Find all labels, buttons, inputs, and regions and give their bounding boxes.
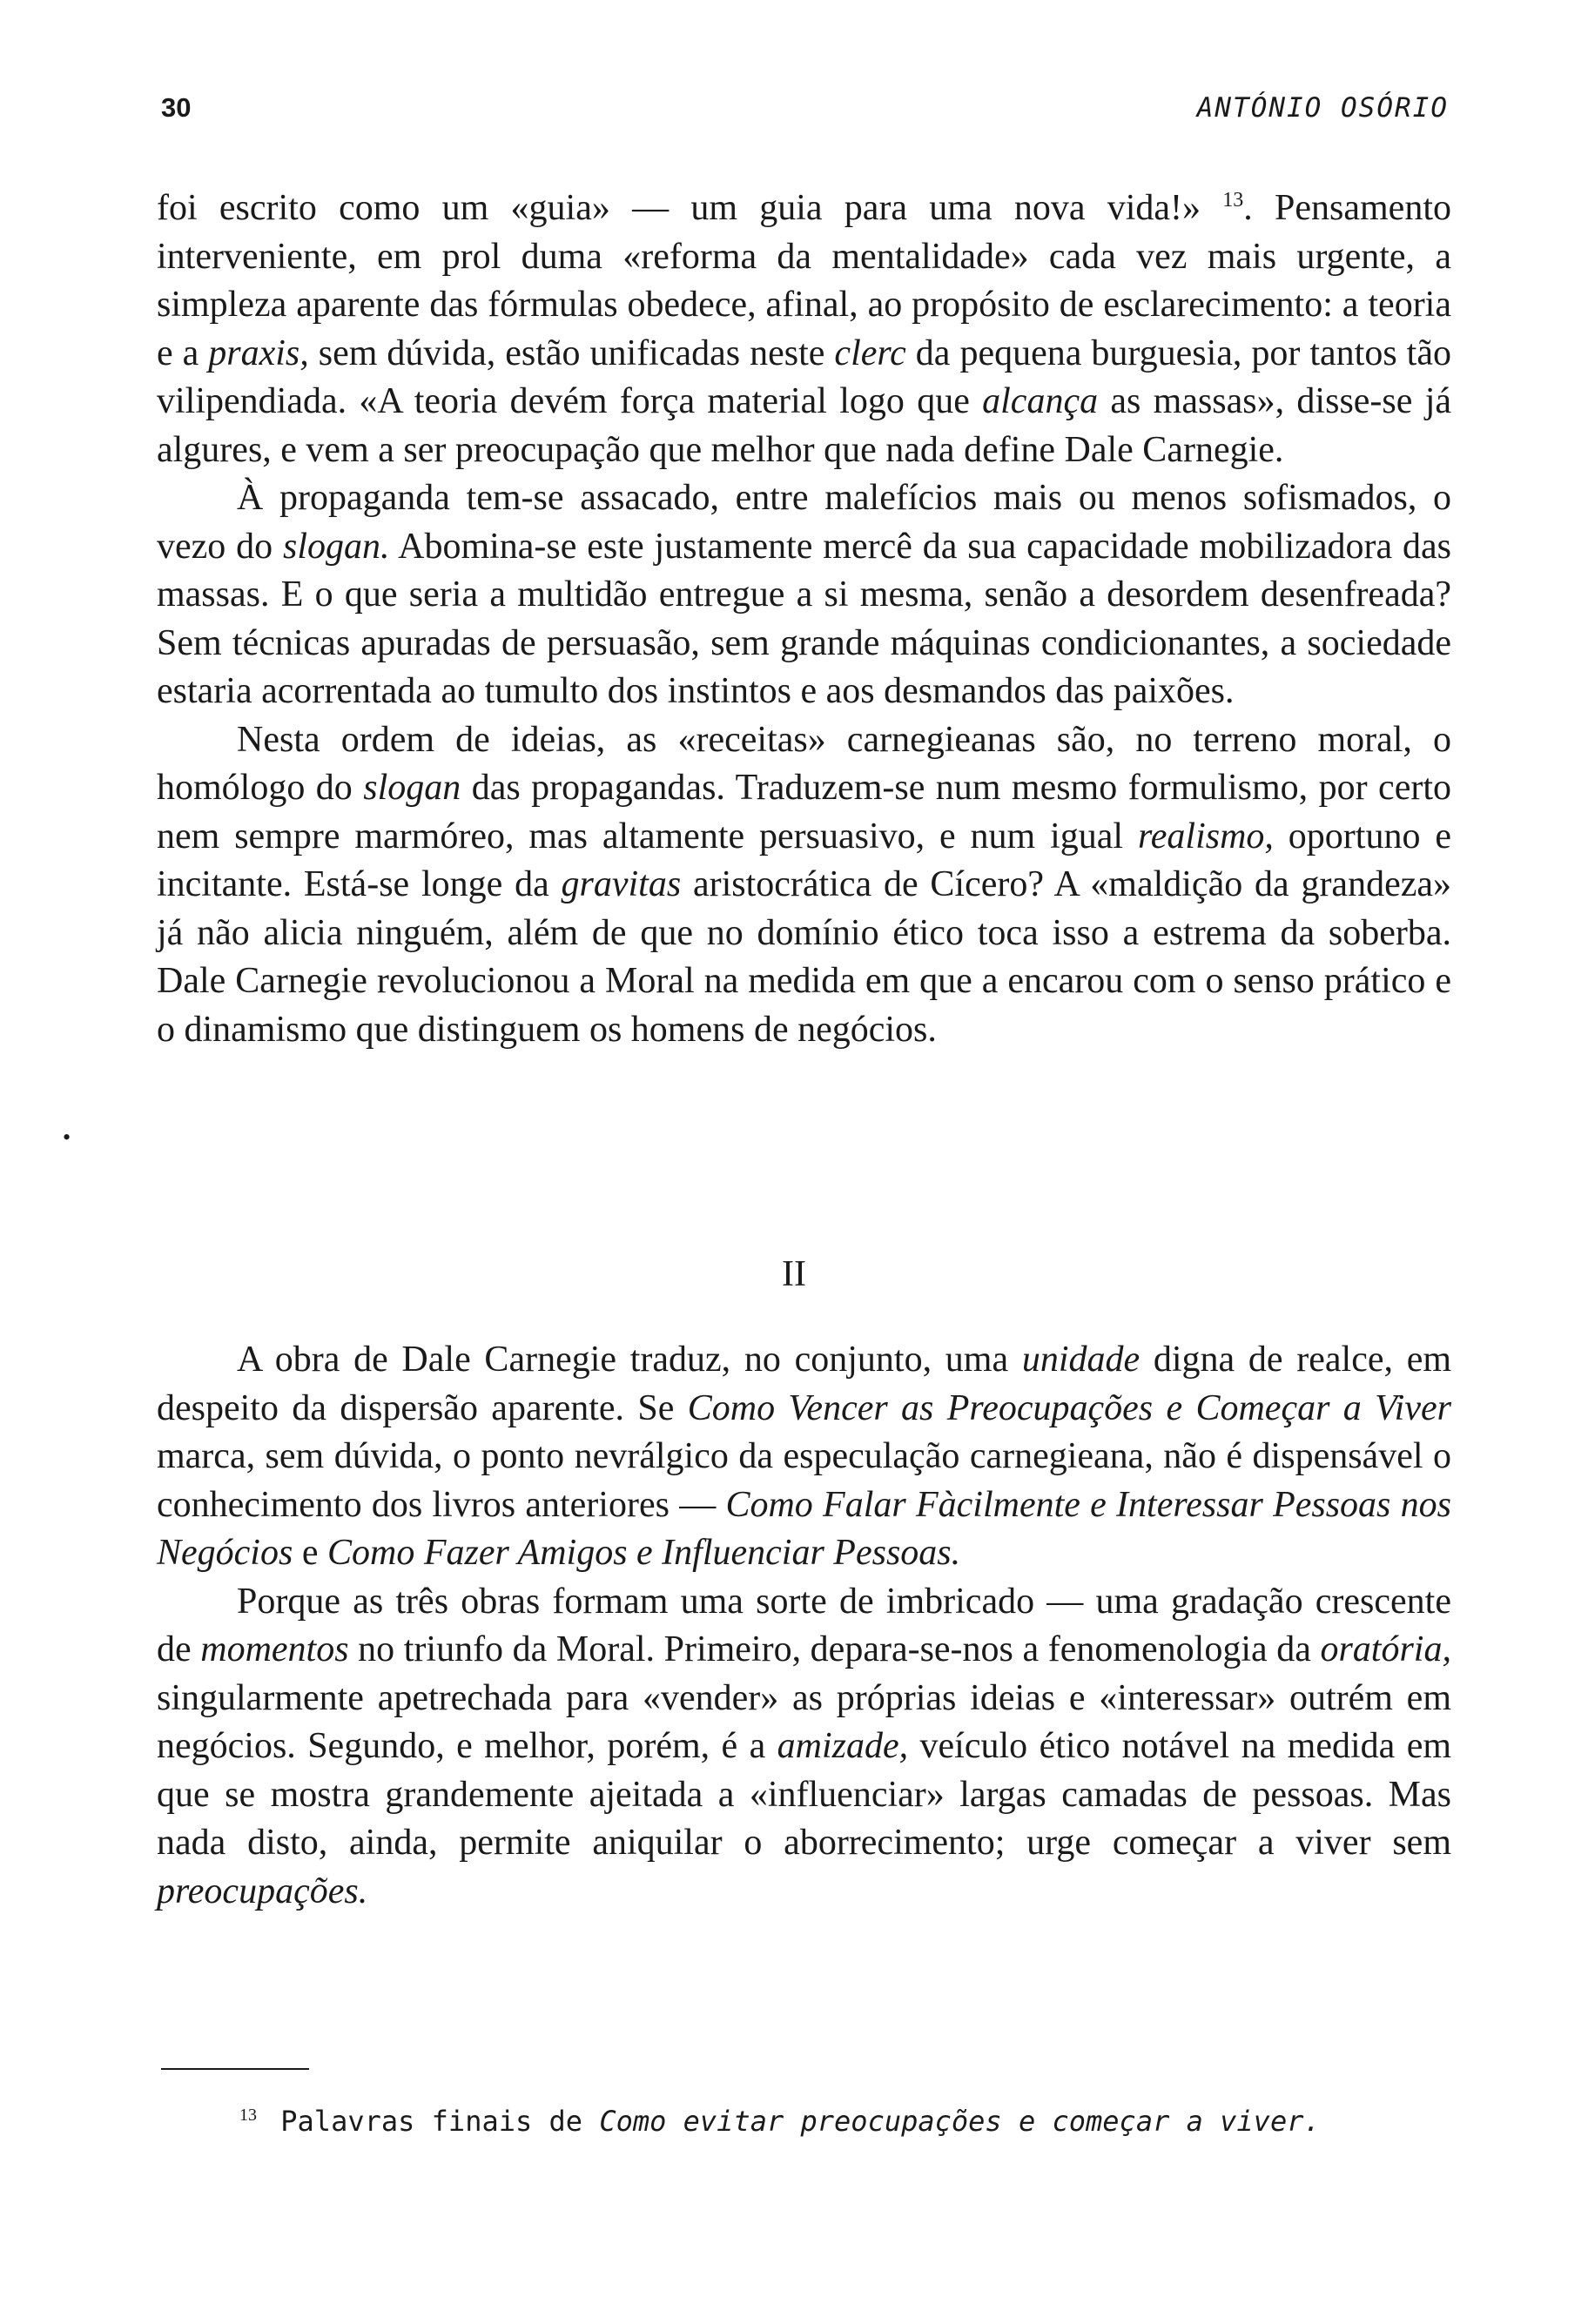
italic-text: Como Vencer as Preocupações e Começar a Viver — [687, 1387, 1451, 1428]
footnote — [239, 2105, 1321, 2138]
italic-text: alcança — [982, 381, 1099, 421]
italic-text: unidade — [1021, 1340, 1141, 1380]
text-run: as massas», disse-se já algures, e vem a ser preocupação que melhor que nada define Dale Carnegie. — [157, 381, 1452, 470]
text-run: digna de realce, em despeito da dispersão aparente. Se — [157, 1340, 1452, 1428]
italic-text: momentos — [200, 1629, 349, 1669]
text-run: Abomina-se este justamente mercê da sua capacidade mobilizadora das massas. E o que seria a multidão entregue a si mesma, senão a desordem desenfreada? Sem técnicas apuradas de persuasão, sem grande máquinas condicionantes, a sociedade estaria acorrentada ao tumulto dos instintos e aos desmandos das paixões. — [157, 526, 1451, 711]
italic-text: slogan — [363, 768, 461, 808]
footnote-number: 13 — [239, 2106, 257, 2126]
italic-text: clerc — [834, 332, 906, 373]
text-run: aristocrática de Cícero? A «maldição da grandeza» já não alicia ninguém, além de que no domínio ético toca isso a estrema da soberba. Dale Carnegie revolucionou a Moral na medida em que a encarou com o senso prático e o dinamismo que distinguem os homens de negócios. — [157, 864, 1451, 1050]
italic-text: Como evitar preocupações e começar a viver. — [599, 2105, 1321, 2138]
text-run: singularmente apetrechada para «vender» as próprias ideias e «interessar» outrém em negócios. Segundo, e melhor, porém, é a — [157, 1677, 1451, 1766]
running-header — [161, 87, 1449, 131]
text-run: A obra de Dale Carnegie traduz, no conjunto, uma — [237, 1340, 1022, 1380]
running-title: ANTÓNIO OSÓRIO — [1196, 92, 1449, 124]
paragraph — [157, 474, 1451, 716]
section-heading: II — [782, 1254, 806, 1294]
body-part-1 — [157, 185, 1451, 1054]
text-run: da pequena burguesia, por tantos tão vilipendiada. «A teoria devém força material logo que — [157, 332, 1451, 421]
text-run: À propaganda tem-se assacado, entre malefícios mais ou menos sofismados, o vezo do — [157, 478, 1451, 567]
text-run: oportuno e incitante. Está-se longe da — [157, 816, 1451, 904]
paragraph — [157, 1578, 1451, 1917]
text-run: Nesta ordem de ideias, as «receitas» carnegieanas são, no terreno moral, o homólogo do — [157, 719, 1451, 808]
footnote-reference: 13 — [1222, 189, 1244, 212]
text-run: veículo ético notável na medida em que se mostra grandemente ajeitada a «influenciar» largas camadas de pessoas. Mas nada disto, ainda, permite aniquilar o aborrecimento; urge começar a viver sem — [157, 1726, 1452, 1863]
italic-text: Como Falar Fàcilmente e Interessar Pessoas nos Negócios — [157, 1484, 1451, 1573]
text-run: Porque as três obras formam uma sorte de imbricado — uma gradação crescente de — [157, 1581, 1451, 1669]
text-run: Palavras finais de — [280, 2105, 600, 2138]
italic-text: realismo, — [1137, 816, 1274, 856]
paragraph — [157, 716, 1451, 1055]
text-run: sem dúvida, estão unificadas neste — [308, 332, 835, 373]
text-run: no triunfo da Moral. Primeiro, depara-se-nos a fenomenologia da — [348, 1629, 1321, 1669]
paragraph — [157, 1336, 1451, 1578]
italic-text: amizade, — [777, 1726, 909, 1766]
italic-text: oratória, — [1320, 1629, 1451, 1669]
footnote-text — [280, 2105, 1320, 2138]
margin-dot: • — [63, 1125, 71, 1150]
paragraph — [157, 185, 1451, 474]
footnote-rule — [161, 2068, 309, 2070]
text-run: marca, sem dúvida, o ponto nevrálgico da especulação carnegieana, não é dispensável o conhecimento dos livros anteriores — — [157, 1436, 1451, 1525]
text-run: e — [293, 1533, 327, 1573]
italic-text: preocupações. — [157, 1871, 368, 1911]
body-part-2 — [157, 1336, 1451, 1916]
text-run: foi escrito como um «guia» — um guia para uma nova vida!» — [157, 188, 1223, 228]
italic-text: Como Fazer Amigos e Influenciar Pessoas. — [326, 1533, 961, 1573]
italic-text: praxis, — [208, 332, 309, 373]
text-run: . Pensamento interveniente, em prol duma «reforma da mentalidade» cada vez mais urgente, a simpleza aparente das fórmulas obedece, afinal, ao propósito de esclarecimento: a teoria e a — [157, 188, 1451, 373]
text-run: das propagandas. Traduzem-se num mesmo formulismo, por certo nem sempre marmóreo, mas altamente persuasivo, e num igual — [157, 768, 1451, 856]
italic-text: slogan. — [283, 526, 390, 567]
italic-text: gravitas — [561, 864, 682, 904]
page-number: 30 — [161, 92, 192, 123]
